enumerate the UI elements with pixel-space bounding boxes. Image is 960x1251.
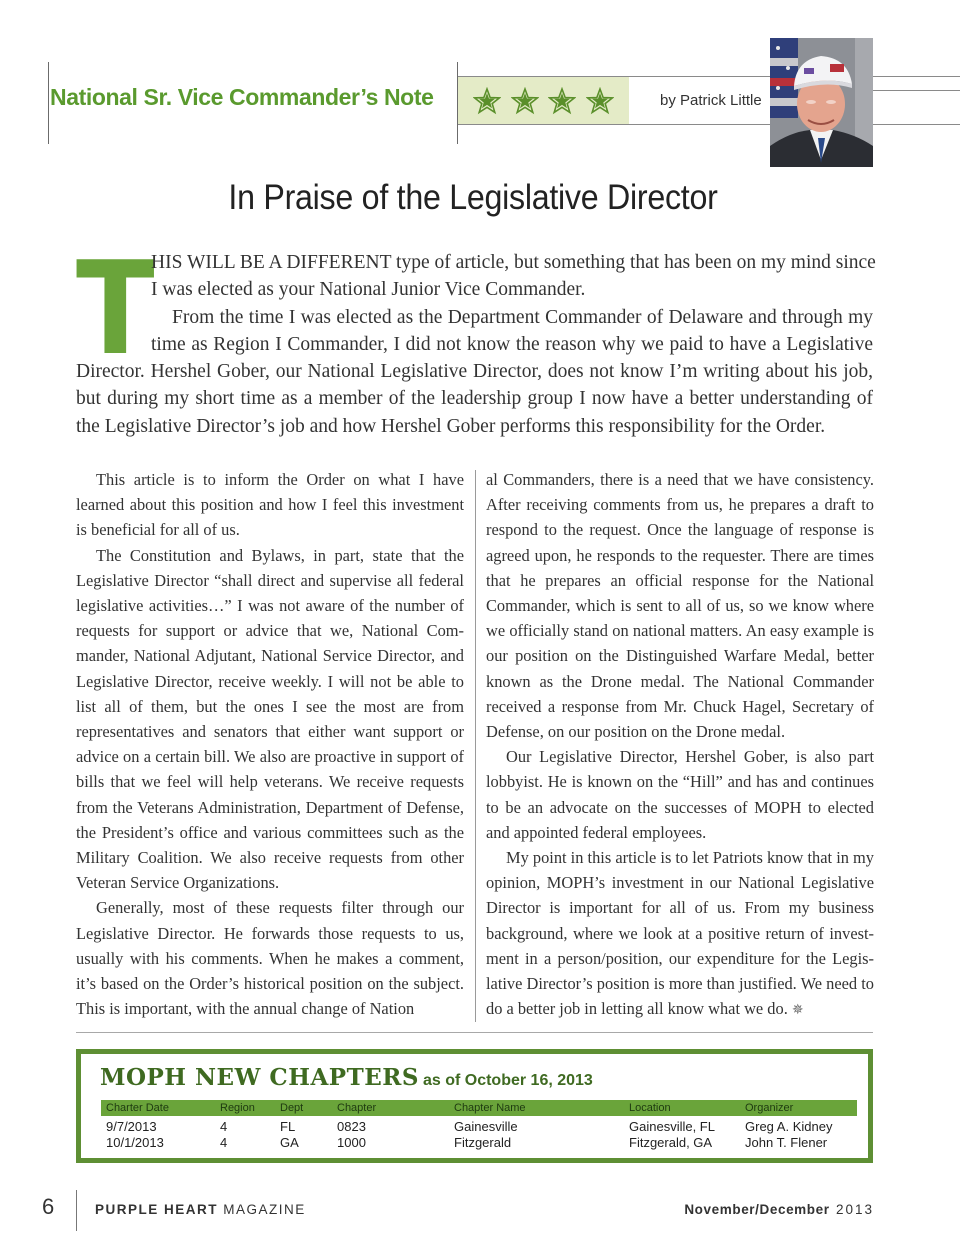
table-header-cell: Dept bbox=[280, 1102, 304, 1114]
table-cell: Greg A. Kidney bbox=[745, 1119, 833, 1134]
table-cell: 4 bbox=[220, 1135, 228, 1150]
intro-line: Director. Hershel Gober, our National Legislative Director, does not know I’m writing about his job, bbox=[76, 361, 873, 383]
table-cell: 0823 bbox=[337, 1119, 366, 1134]
body-paragraph bbox=[486, 845, 874, 1023]
byline: by Patrick Little bbox=[660, 92, 762, 109]
intro-line: time as Region I Commander, I did not know the reason why we paid to have a Legislative bbox=[151, 333, 873, 355]
issue-months: November/December bbox=[684, 1202, 830, 1217]
table-cell: GA bbox=[280, 1135, 299, 1150]
intro-line: From the time I was elected as the Department Commander of Delaware and through my bbox=[172, 306, 873, 328]
intro-line: the Legislative Director’s job and how Hershel Gober performs this responsibility for the Order. bbox=[76, 415, 826, 437]
issue-date bbox=[684, 1202, 874, 1217]
table-cell: Fitzgerald, GA bbox=[629, 1135, 713, 1150]
intro-line: but during my short time as a member of the leadership group I now have a better understanding of bbox=[76, 388, 873, 410]
table-cell: John T. Flener bbox=[745, 1135, 828, 1150]
section-rule bbox=[76, 1032, 873, 1033]
article-title: In Praise of the Legislative Director bbox=[228, 178, 718, 217]
page-number: 6 bbox=[42, 1194, 55, 1219]
header-left-rule bbox=[48, 62, 49, 144]
body-paragraph: al Commanders, there is a need that we have consistency. After receiving comments from us, he prepares a draft to respond to the request. Once the language of response is agreed upon, he responds to the requester. There are times that he prepares an official response for the National Commander, which is sent to all of us, so we know where we officially stand on national matters. An easy example is our position on the Distinguished Warfare Medal, better known as the Drone medal. The National Commander received a response from Mr. Chuck Hagel, Secretary of Defense, on our position on the Drone medal. bbox=[486, 470, 874, 742]
magazine-name bbox=[95, 1202, 306, 1217]
body-column-right bbox=[486, 467, 874, 1023]
intro-line: I was elected as your National Junior Vice Commander. bbox=[151, 279, 586, 301]
star-icon bbox=[473, 87, 501, 115]
table-header-row bbox=[101, 1100, 857, 1116]
closing-text: My point in this article is to let Patriots know that in my opinion, MOPH’s investment in our National Legislative Director is important for all of us. From my business background, where we look at a positive return of investment in a person/position, our expenditure for the Legislative Director’s position is more than justified. We need to do a better job in letting all know what we do. bbox=[486, 848, 874, 1019]
issue-year: 2013 bbox=[835, 1202, 874, 1217]
table-row bbox=[101, 1135, 857, 1151]
body-paragraph: Generally, most of these requests filter through our Legislative Director. He forwards those requests to us, usually with his comments. When he makes a comment, it’s based on the Order’s historical position on the subject. This is important, with the annual change of Nation bbox=[76, 898, 464, 1019]
body-paragraph: Our Legislative Director, Hershel Gober, is also part lobbyist. He is known on the “Hill” and has and continues to be an advocate on the successes of MOPH to elected and appointed federal employees. bbox=[486, 747, 874, 842]
table-header-cell: Location bbox=[629, 1102, 671, 1114]
author-portrait bbox=[770, 38, 873, 167]
table-cell: Gainesville, FL bbox=[629, 1119, 715, 1134]
magazine-name-bold: PURPLE HEART bbox=[95, 1202, 219, 1217]
table-cell: 4 bbox=[220, 1119, 228, 1134]
table-header-cell: Organizer bbox=[745, 1102, 794, 1114]
table-cell: FL bbox=[280, 1119, 296, 1134]
new-chapters-box bbox=[76, 1049, 873, 1163]
table-header-cell: Chapter bbox=[337, 1102, 377, 1114]
column-divider bbox=[475, 470, 476, 1022]
header-mid-rule bbox=[457, 62, 458, 144]
new-chapters-title bbox=[100, 1064, 593, 1091]
body-paragraph: This article is to inform the Order on what I have learned about this position and how I feel this investment is beneficial for all of us. bbox=[76, 470, 464, 540]
star-icon bbox=[511, 87, 539, 115]
table-header-cell: Charter Date bbox=[106, 1102, 169, 1114]
stars-banner bbox=[458, 77, 629, 124]
table-cell: Gainesville bbox=[454, 1119, 518, 1134]
table-row bbox=[101, 1119, 857, 1135]
table-cell: 9/7/2013 bbox=[106, 1119, 157, 1134]
body-column-left bbox=[76, 467, 464, 1021]
article-intro bbox=[76, 249, 876, 440]
table-header-cell: Chapter Name bbox=[454, 1102, 526, 1114]
star-icon bbox=[586, 87, 614, 115]
table-header-cell: Region bbox=[220, 1102, 255, 1114]
intro-line: HIS WILL BE A DIFFERENT type of article, but something that has been on my mind since bbox=[151, 252, 876, 273]
header-right-rule bbox=[872, 90, 960, 91]
magazine-name-rest: MAGAZINE bbox=[223, 1202, 306, 1217]
body-paragraph: The Constitution and Bylaws, in part, state that the Legislative Director “shall direct and supervise all federal legislative activities…” I was not aware of the number of requests for support or advice that we, National Commander, National Adjutant, National Service Director, and Legislative Director, receive weekly. I will not be able to list all of them, but the ones I see the most are from representatives and senators that either want support or advice on a certain bill. We also are proactive in support of bills that we feel will help veterans. We receive requests from the Veterans Administration, Department of Defense, the President’s office and various committees such as the Military Coalition. We also receive requests from other Veteran Service Organizations. bbox=[76, 545, 464, 893]
star-icon bbox=[548, 87, 576, 115]
drop-cap: T bbox=[76, 235, 155, 384]
header-bottom-rule bbox=[457, 124, 960, 125]
table-cell: 1000 bbox=[337, 1135, 366, 1150]
table-cell: 10/1/2013 bbox=[106, 1135, 164, 1150]
column-title: National Sr. Vice Commander’s Note bbox=[50, 84, 434, 110]
footer-rule bbox=[76, 1190, 77, 1231]
table-cell: Fitzgerald bbox=[454, 1135, 512, 1150]
new-chapters-date: as of October 16, 2013 bbox=[422, 1072, 593, 1089]
new-chapters-heading: MOPH NEW CHAPTERS bbox=[100, 1064, 419, 1091]
end-mark-icon: ✵ bbox=[791, 1003, 804, 1019]
chapters-table bbox=[101, 1100, 857, 1151]
